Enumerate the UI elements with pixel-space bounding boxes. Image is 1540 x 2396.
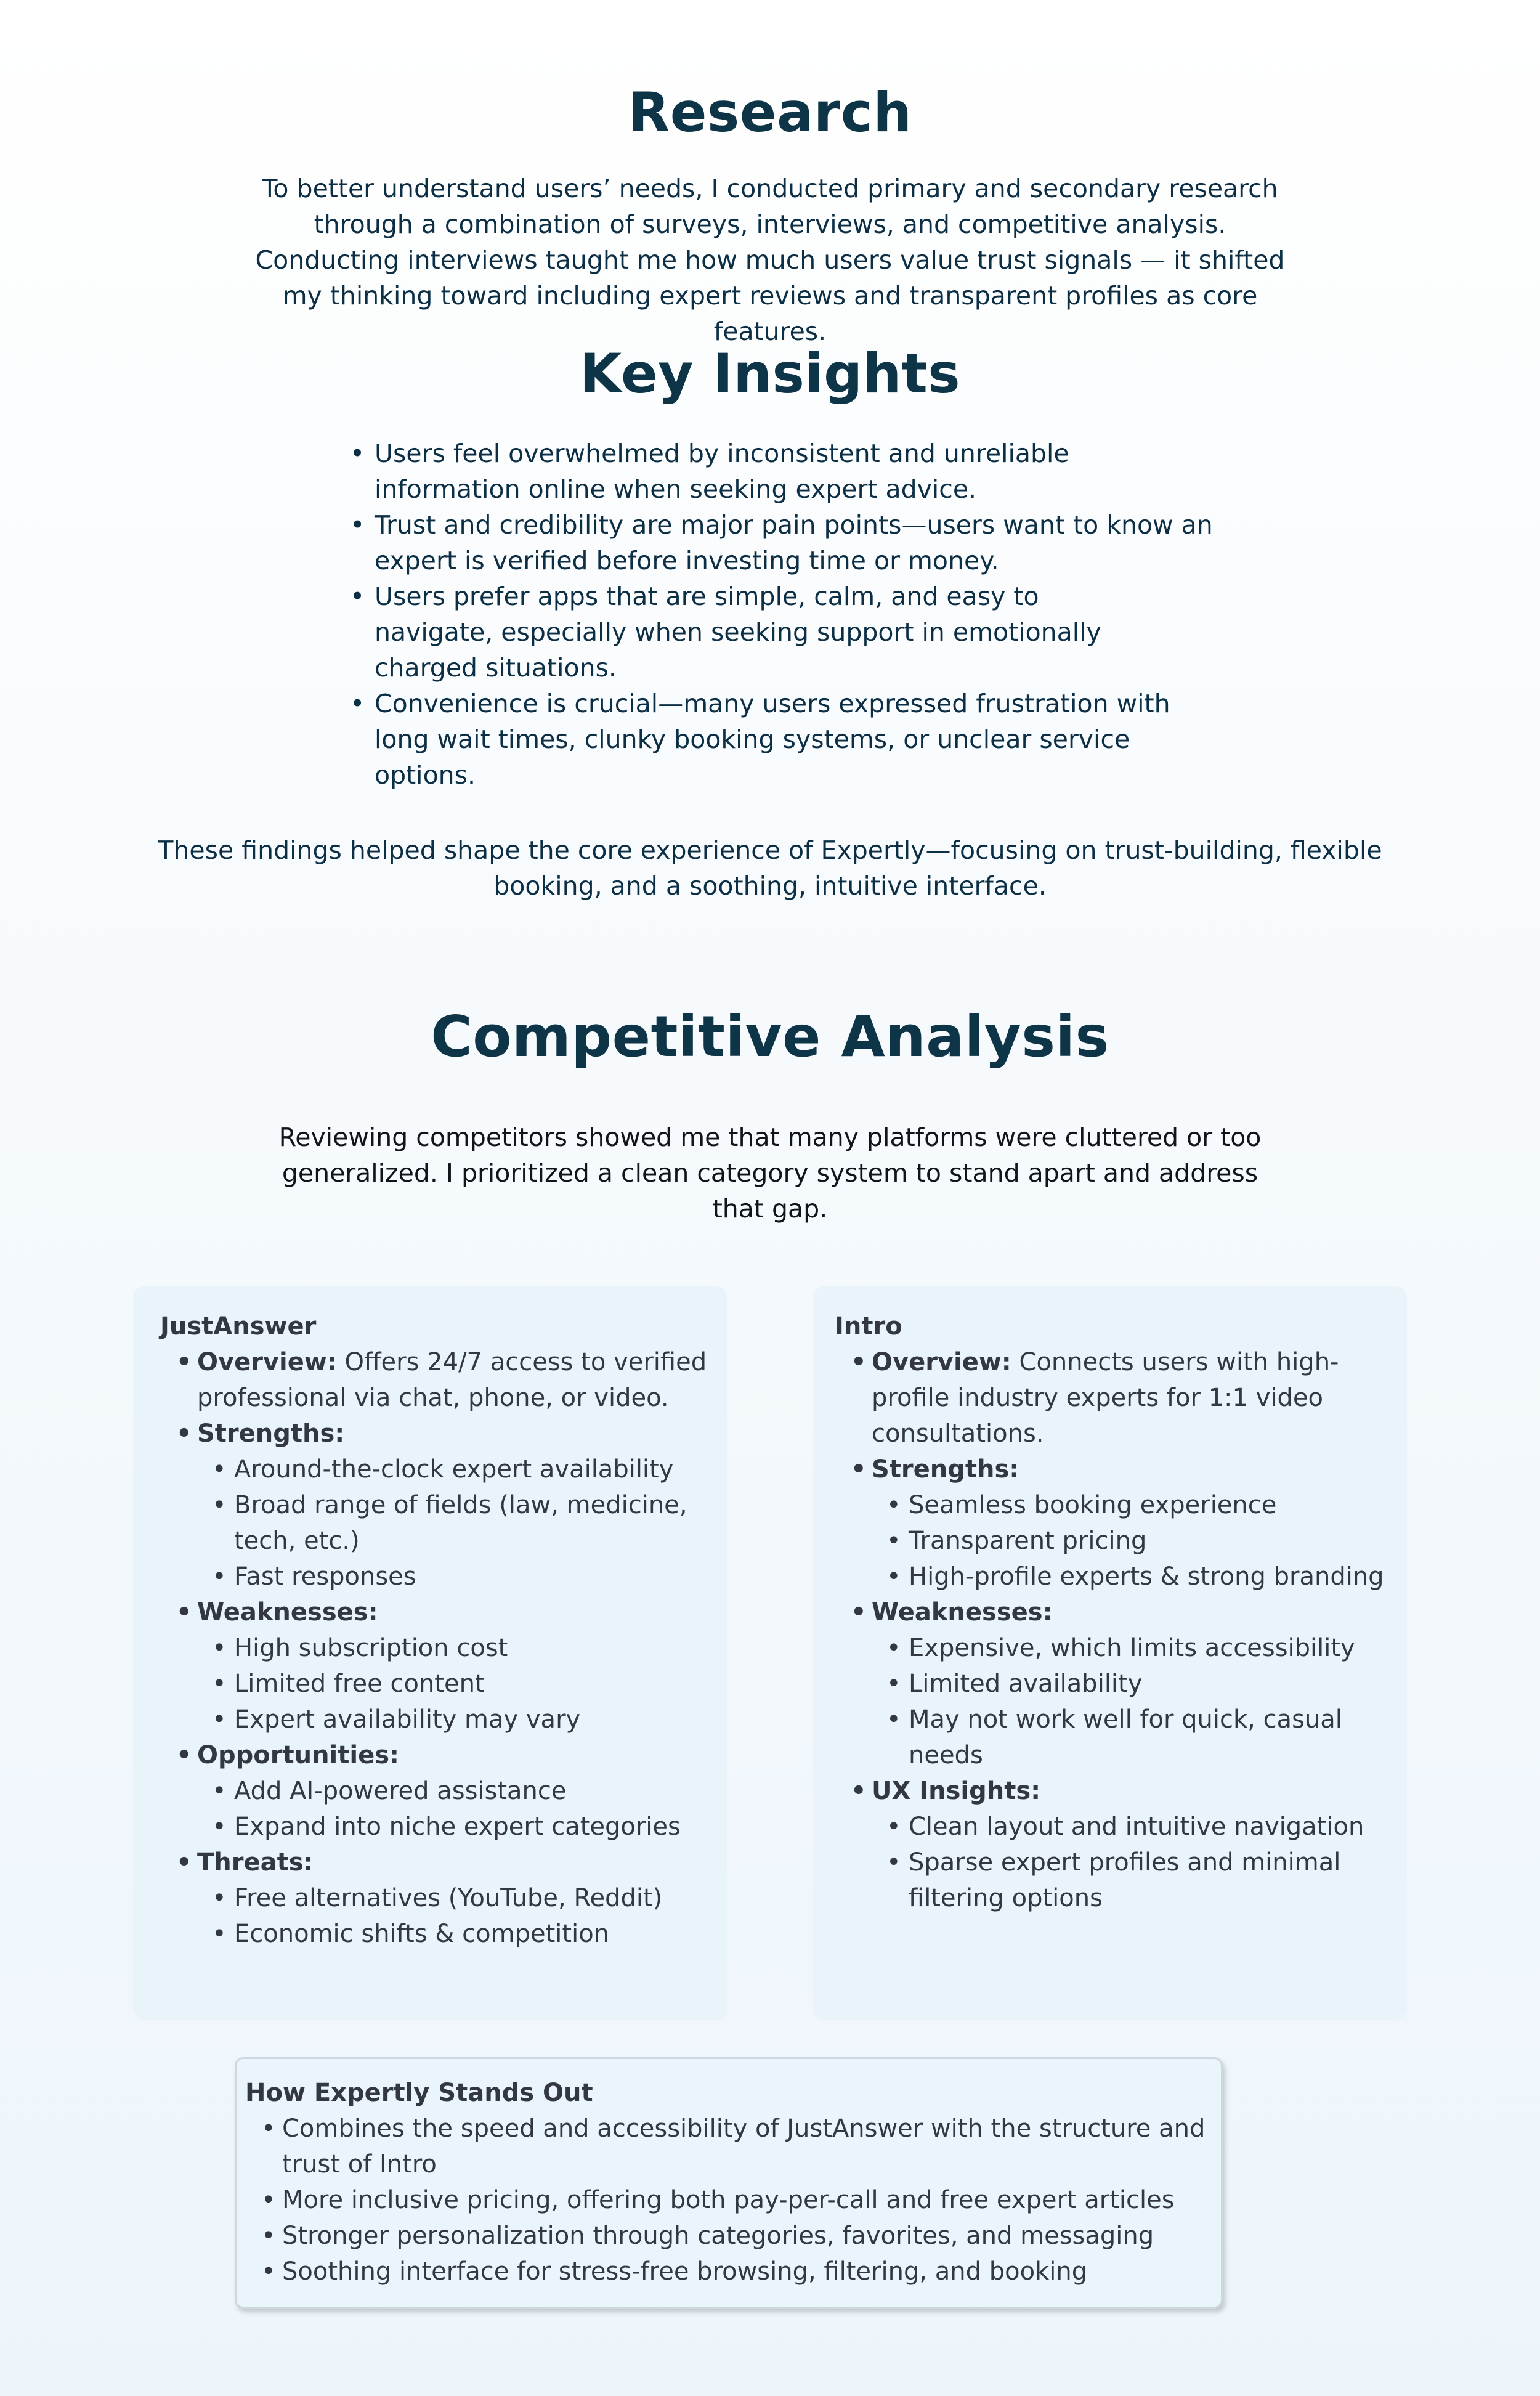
list-item: • Transparent pricing [872, 1523, 1395, 1559]
list-item: • Trust and credibility are major pain points—users want to know an expert is verified before investing time or money. [345, 507, 1237, 579]
ux-insights-list [872, 1809, 1395, 1916]
competitive-intro: Reviewing competitors showed me that many platforms were cluttered or too generalized. I prioritized a clean category system to stand apart and address that gap. [278, 1123, 1262, 1224]
list-item: • Add AI-powered assistance [197, 1773, 715, 1809]
list-item: • Around-the-clock expert availability [197, 1452, 715, 1487]
strengths-section [160, 1416, 715, 1594]
opportunities-list [197, 1773, 715, 1845]
overview-text: Connects users with high-profile industry experts for 1:1 video consultations. [872, 1348, 1339, 1448]
list-item: • High-profile experts & strong branding [872, 1559, 1395, 1594]
list-item: • Limited free content [197, 1666, 715, 1702]
ux-insights-section [835, 1773, 1395, 1916]
list-item: • More inclusive pricing, offering both pay-per-call and free expert articles [245, 2182, 1206, 2218]
weaknesses-label: Weaknesses: [197, 1598, 378, 1626]
research-paragraph: To better understand users’ needs, I conducted primary and secondary research through a combination of surveys, interviews, and competitive analysis. Conducting interviews taught me how much users value trust signals — it shifted my thinking toward including expert reviews and transparent profiles as core features. [255, 174, 1285, 346]
list-item: • Seamless booking experience [872, 1487, 1395, 1523]
list-item: • Expand into niche expert categories [197, 1809, 715, 1845]
weaknesses-label: Weaknesses: [872, 1598, 1053, 1626]
weaknesses-list [197, 1630, 715, 1737]
strengths-label: Strengths: [197, 1419, 345, 1448]
list-item: • Stronger personalization through categories, favorites, and messaging [245, 2218, 1206, 2254]
standout-list [245, 2111, 1206, 2289]
ux-insights-label: UX Insights: [872, 1777, 1041, 1805]
list-item: • Economic shifts & competition [197, 1916, 715, 1952]
intro-sections [835, 1344, 1395, 1916]
standout-box [235, 2057, 1223, 2309]
strengths-section [835, 1452, 1395, 1594]
threats-section [160, 1845, 715, 1952]
list-item: • Users feel overwhelmed by inconsistent and unreliable information online when seeking expert advice. [345, 436, 1114, 507]
list-item: • Free alternatives (YouTube, Reddit) [197, 1880, 715, 1916]
list-item: • Limited availability [872, 1666, 1395, 1702]
threats-list [197, 1880, 715, 1952]
list-item: • Fast responses [197, 1559, 715, 1594]
key-insights-list [345, 436, 1220, 793]
opportunities-label: Opportunities: [197, 1741, 400, 1769]
overview-label: Overview: [197, 1348, 337, 1376]
strengths-list [872, 1487, 1395, 1594]
threats-label: Threats: [197, 1848, 314, 1877]
list-item: • May not work well for quick, casual needs [872, 1702, 1395, 1773]
weaknesses-section [160, 1594, 715, 1737]
opportunities-section [160, 1737, 715, 1845]
list-item: • Expensive, which limits accessibility [872, 1630, 1395, 1666]
list-item: • Expert availability may vary [197, 1702, 715, 1737]
justanswer-sections [160, 1344, 715, 1952]
key-insights-heading: Key Insights [579, 342, 961, 405]
justanswer-card [133, 1286, 727, 2020]
findings-summary: These findings helped shape the core experience of Expertly—focusing on trust-building, flexible booking, and a soothing, intuitive interface. [158, 835, 1382, 901]
competitive-analysis-heading: Competitive Analysis [431, 1004, 1109, 1070]
list-item: • Convenience is crucial—many users expressed frustration with long wait times, clunky booking systems, or unclear service options. [345, 686, 1175, 793]
justanswer-title: JustAnswer [160, 1312, 317, 1341]
list-item: • Clean layout and intuitive navigation [872, 1809, 1395, 1845]
overview-section [835, 1344, 1395, 1452]
standout-title: How Expertly Stands Out [245, 2079, 593, 2107]
research-heading: Research [628, 81, 912, 144]
weaknesses-list [872, 1630, 1395, 1773]
overview-section [160, 1344, 715, 1416]
list-item: • Combines the speed and accessibility of JustAnswer with the structure and trust of Intro [245, 2111, 1206, 2182]
intro-title: Intro [835, 1312, 902, 1341]
list-item: • Users prefer apps that are simple, calm, and easy to navigate, especially when seeking support in emotionally charged situations. [345, 579, 1163, 686]
list-item: • Sparse expert profiles and minimal filtering options [872, 1845, 1395, 1916]
list-item: • Soothing interface for stress-free browsing, filtering, and booking [245, 2254, 1206, 2289]
weaknesses-section [835, 1594, 1395, 1773]
strengths-label: Strengths: [872, 1455, 1019, 1484]
overview-text: Offers 24/7 access to verified professional via chat, phone, or video. [197, 1348, 707, 1412]
overview-label: Overview: [872, 1348, 1011, 1376]
intro-card [813, 1286, 1407, 2020]
list-item: • Broad range of fields (law, medicine, tech, etc.) [197, 1487, 715, 1559]
list-item: • High subscription cost [197, 1630, 715, 1666]
strengths-list [197, 1452, 715, 1594]
